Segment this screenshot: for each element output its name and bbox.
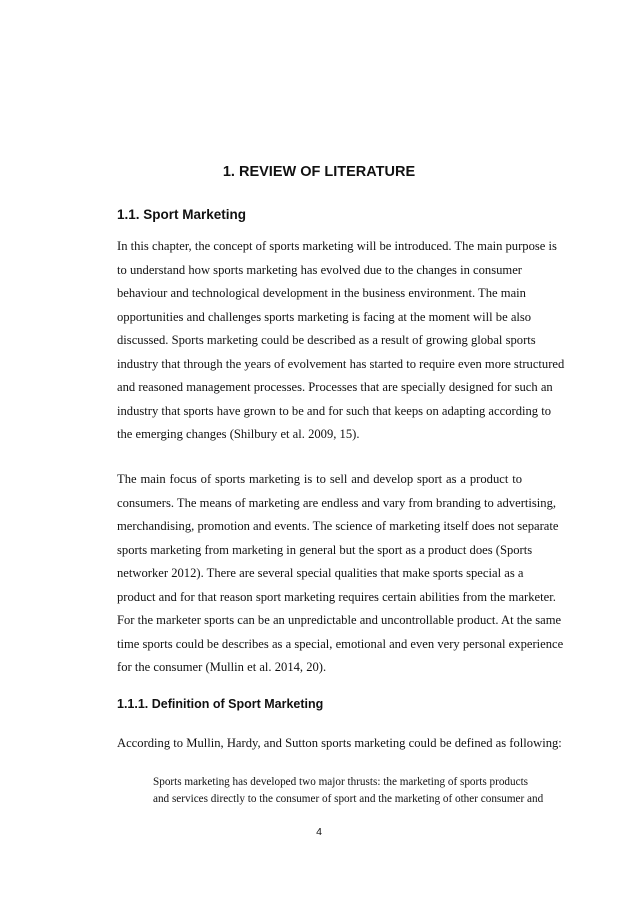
text-line: consumers. The means of marketing are endless and vary from branding to advertising, <box>117 495 557 510</box>
text-line: discussed. Sports marketing could be described as a result of growing global sports <box>117 333 536 347</box>
section-heading: 1.1. Sport Marketing <box>117 207 247 222</box>
chapter-title: 1. REVIEW OF LITERATURE <box>222 164 416 180</box>
text-line: to understand how sports marketing has evolved due to the changes in consumer <box>117 262 523 277</box>
subsection-heading: 1.1.1. Definition of Sport Marketing <box>117 697 324 711</box>
text-line: the emerging changes (Shilbury et al. 2009, 15). <box>117 427 360 441</box>
quote-line: and services directly to the consumer of sport and the marketing of other consumer and <box>153 793 544 805</box>
text-line: industry that sports have grown to be and for such that keeps on adapting according to <box>117 403 552 418</box>
text-line: sports marketing from marketing in general but the sport as a product does (Sports <box>117 542 533 557</box>
paragraph-intro <box>117 235 565 447</box>
text-line: networker 2012). There are several special qualities that make sports special as a <box>117 566 524 580</box>
text-line: In this chapter, the concept of sports marketing will be introduced. The main purpose is <box>117 239 557 253</box>
text-line: and reasoned management processes. Processes that are specially designed for such an <box>117 380 553 394</box>
block-quote <box>153 774 544 808</box>
text-line: time sports could be describes as a special, emotional and even very personal experience <box>117 636 564 651</box>
text-line: For the marketer sports can be an unpredictable and uncontrollable product. At the same <box>117 613 562 627</box>
quote-line: Sports marketing has developed two major thrusts: the marketing of sports products <box>153 776 529 788</box>
page-number: 4 <box>316 826 322 838</box>
text-line: for the consumer (Mullin et al. 2014, 20). <box>117 660 327 674</box>
paragraph-definition-intro <box>117 732 562 756</box>
text-line: product and for that reason sport marketing requires certain abilities from the marketer. <box>117 589 556 604</box>
paragraph-main-focus <box>117 468 564 680</box>
text-line: The main focus of sports marketing is to sell and develop sport as a product to <box>117 472 522 486</box>
text-line: industry that through the years of evolvement has started to require even more structured <box>117 356 565 371</box>
text-line: opportunities and challenges sports marketing is facing at the moment will be also <box>117 309 532 324</box>
text-line: merchandising, promotion and events. The science of marketing itself does not separate <box>117 519 559 533</box>
text-line: According to Mullin, Hardy, and Sutton sports marketing could be defined as following: <box>117 736 562 750</box>
text-line: behaviour and technological development in the business environment. The main <box>117 286 526 300</box>
